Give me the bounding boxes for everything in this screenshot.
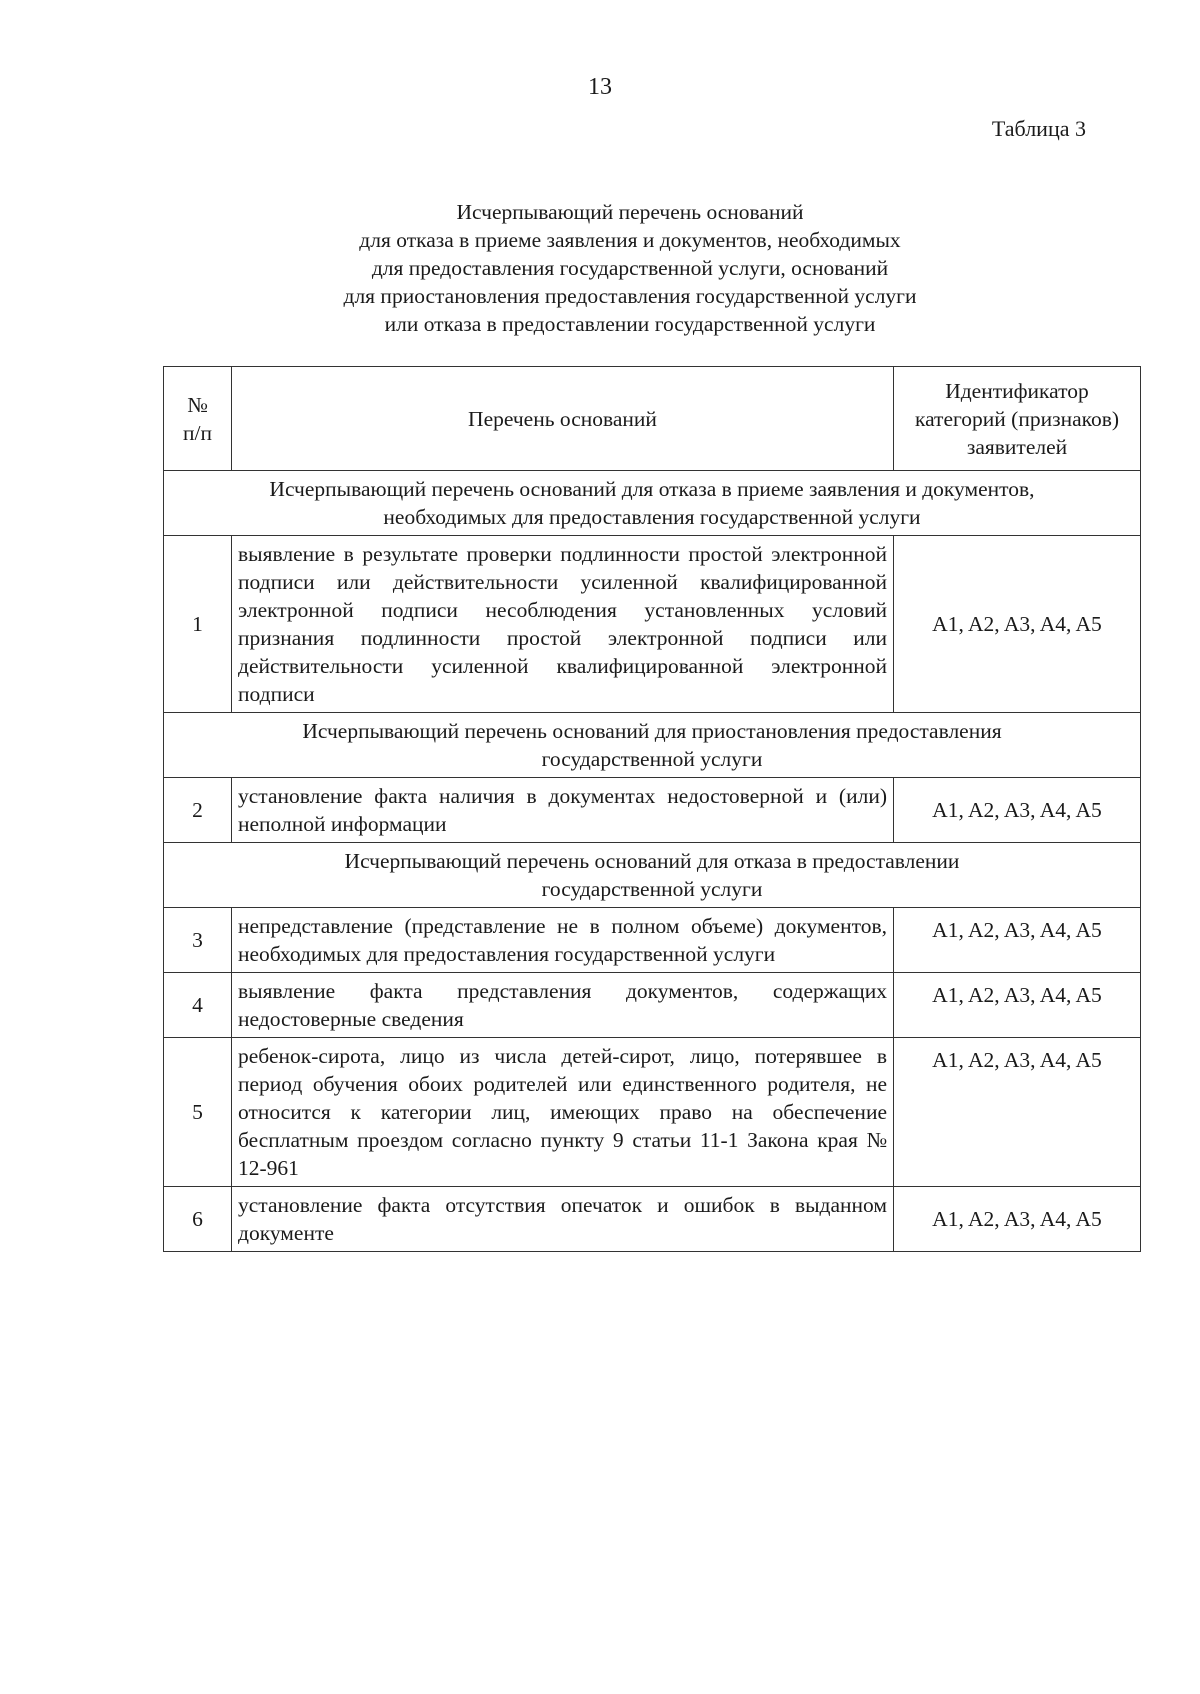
section-title-line: необходимых для предоставления государственной услуги [383, 505, 921, 529]
table-row [164, 1187, 1141, 1252]
row-number: 6 [164, 1187, 232, 1252]
table-header-row [164, 367, 1141, 471]
row-number: 1 [164, 536, 232, 713]
section-title [164, 471, 1141, 536]
row-reason: ребенок-сирота, лицо из числа детей-сирот, лицо, потерявшее в период обучения обоих родителей или единственного родителя, не относится к категории лиц, имеющих право на обеспечение бесплатным проездом согласно пункту 9 статьи 11-1 Закона края № 12-961 [232, 1038, 894, 1187]
row-identifiers: A1, A2, A3, A4, A5 [894, 908, 1141, 973]
row-identifiers: A1, A2, A3, A4, A5 [894, 973, 1141, 1038]
section-row [164, 471, 1141, 536]
section-title-line: Исчерпывающий перечень оснований для отказа в приеме заявления и документов, [269, 477, 1035, 501]
title-line: Исчерпывающий перечень оснований [456, 200, 804, 224]
row-reason: выявление в результате проверки подлинности простой электронной подписи или действительности усиленной квалифицированной электронной подписи несоблюдения установленных условий признания подлинности простой электронной подписи или действительности усиленной квалифицированной электронной подписи [232, 536, 894, 713]
section-title-line: государственной услуги [541, 877, 763, 901]
section-title [164, 713, 1141, 778]
header-number-abbrev: п/п [183, 420, 212, 445]
row-number: 4 [164, 973, 232, 1038]
row-identifiers: A1, A2, A3, A4, A5 [894, 1187, 1141, 1252]
section-row [164, 713, 1141, 778]
row-reason: непредставление (представление не в полном объеме) документов, необходимых для предоставления государственной услуги [232, 908, 894, 973]
reasons-table [163, 366, 1141, 1252]
table-row [164, 908, 1141, 973]
header-identifier [894, 367, 1141, 471]
row-reason: установление факта отсутствия опечаток и ошибок в выданном документе [232, 1187, 894, 1252]
table-row [164, 1038, 1141, 1187]
document-title [160, 198, 1100, 338]
header-number-symbol: № [187, 392, 208, 417]
header-reasons: Перечень оснований [232, 367, 894, 471]
title-line: для отказа в приеме заявления и документов, необходимых [359, 228, 901, 252]
header-identifier-line: категорий (признаков) [914, 406, 1120, 431]
title-line: или отказа в предоставлении государственной услуги [384, 312, 876, 336]
row-number: 5 [164, 1038, 232, 1187]
section-title-line: государственной услуги [541, 747, 763, 771]
row-number: 2 [164, 778, 232, 843]
table-row [164, 536, 1141, 713]
row-identifiers: A1, A2, A3, A4, A5 [894, 1038, 1141, 1187]
table-row [164, 778, 1141, 843]
table-row [164, 973, 1141, 1038]
title-line: для приостановления предоставления государственной услуги [343, 284, 917, 308]
row-identifiers: A1, A2, A3, A4, A5 [894, 536, 1141, 713]
section-title-line: Исчерпывающий перечень оснований для отказа в предоставлении [344, 849, 960, 873]
section-title [164, 843, 1141, 908]
header-number [164, 367, 232, 471]
section-row [164, 843, 1141, 908]
header-identifier-line: Идентификатор [945, 378, 1089, 403]
header-identifier-line: заявителей [966, 434, 1068, 459]
section-title-line: Исчерпывающий перечень оснований для приостановления предоставления [302, 719, 1002, 743]
row-number: 3 [164, 908, 232, 973]
page-number: 13 [588, 74, 612, 100]
row-reason: выявление факта представления документов, содержащих недостоверные сведения [232, 973, 894, 1038]
row-identifiers: A1, A2, A3, A4, A5 [894, 778, 1141, 843]
table-label: Таблица 3 [991, 116, 1086, 141]
row-reason: установление факта наличия в документах недостоверной и (или) неполной информации [232, 778, 894, 843]
title-line: для предоставления государственной услуги, оснований [371, 256, 889, 280]
